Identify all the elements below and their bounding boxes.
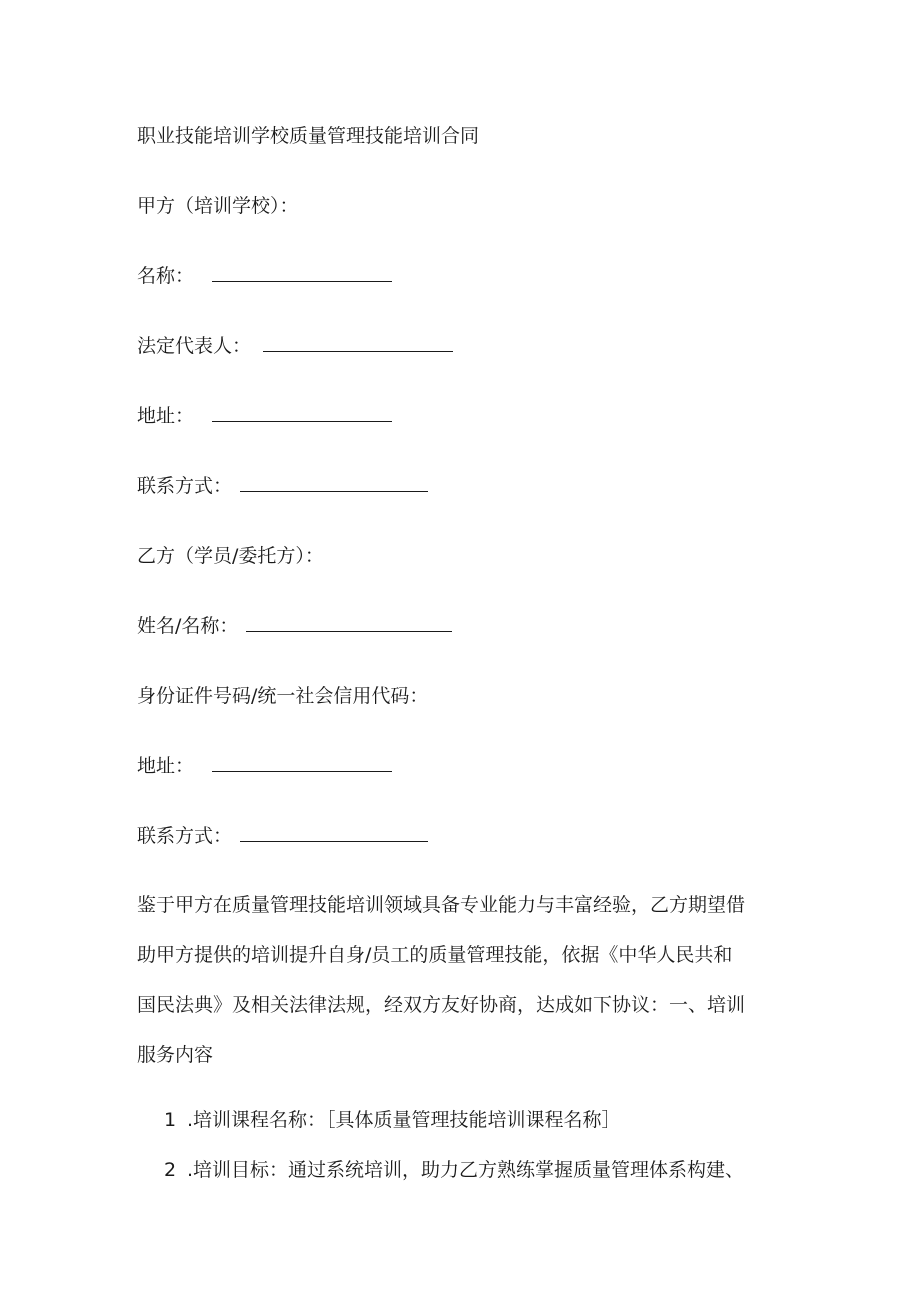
party-b-contact-label: 联系方式： <box>137 825 233 847</box>
preamble-paragraph <box>137 880 787 1080</box>
party-b-name-blank[interactable] <box>246 614 452 632</box>
party-b-name-row <box>137 614 452 638</box>
party-b-contact-row <box>137 824 428 848</box>
party-a-rep-blank[interactable] <box>263 334 453 352</box>
party-b-name-label: 姓名/名称： <box>137 615 239 637</box>
party-a-name-blank[interactable] <box>212 264 392 282</box>
party-a-rep-label: 法定代表人： <box>137 335 252 357</box>
list-item-number: 2 <box>164 1159 177 1181</box>
list-item-number: 1 <box>164 1109 177 1131</box>
list-item-text: .培训课程名称：［具体质量管理技能培训课程名称］ <box>187 1109 621 1131</box>
document-title: 职业技能培训学校质量管理技能培训合同 <box>137 125 480 147</box>
party-a-name-label: 名称： <box>137 265 195 287</box>
party-a-contact-label: 联系方式： <box>137 475 233 497</box>
party-a-address-label: 地址： <box>137 405 195 427</box>
party-a-name-row <box>137 264 392 288</box>
party-b-address-blank[interactable] <box>212 754 392 772</box>
party-b-address-row <box>137 754 392 778</box>
preamble-line: 鉴于甲方在质量管理技能培训领域具备专业能力与丰富经验，乙方期望借 <box>137 894 746 916</box>
preamble-line: 助甲方提供的培训提升自身/员工的质量管理技能，依据《中华人民共和 <box>137 944 733 966</box>
party-b-contact-blank[interactable] <box>240 824 428 842</box>
party-a-contact-row <box>137 474 428 498</box>
party-b-heading: 乙方（学员/委托方）： <box>137 545 324 567</box>
party-a-address-row <box>137 404 392 428</box>
preamble-line: 国民法典》及相关法律法规，经双方友好协商，达成如下协议：一、培训 <box>137 994 746 1016</box>
party-b-address-label: 地址： <box>137 755 195 777</box>
party-a-address-blank[interactable] <box>212 404 392 422</box>
party-a-heading: 甲方（培训学校）： <box>137 195 299 217</box>
list-item-text: .培训目标：通过系统培训，助力乙方熟练掌握质量管理体系构建、 <box>187 1159 745 1181</box>
party-a-rep-row <box>137 334 453 358</box>
party-b-id-label: 身份证件号码/统一社会信用代码： <box>137 685 429 707</box>
party-a-contact-blank[interactable] <box>240 474 428 492</box>
preamble-line: 服务内容 <box>137 1044 214 1066</box>
